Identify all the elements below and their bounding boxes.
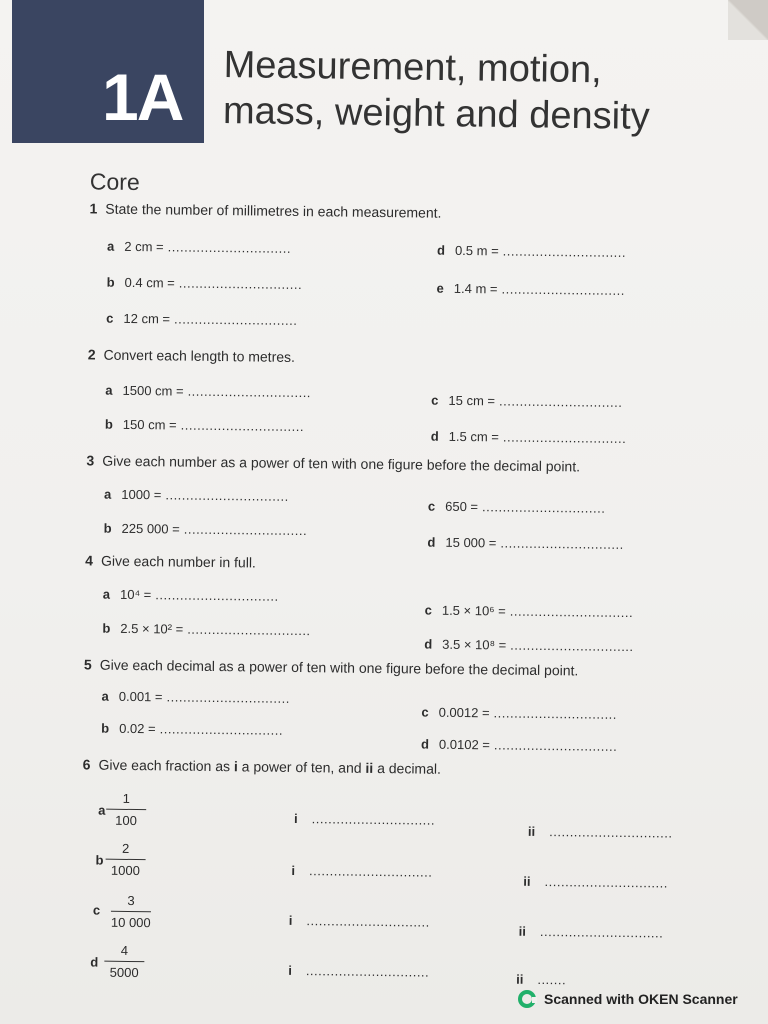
question-6c-answer-i: i .............................. xyxy=(288,912,430,930)
question-1c: c 12 cm = .............................. xyxy=(106,310,298,328)
question-2c: c 15 cm = .............................. xyxy=(431,392,623,410)
question-6b-answer-ii: ii .............................. xyxy=(523,873,669,891)
question-2a: a 1500 cm = .............................. xyxy=(105,382,312,401)
question-1: 1 State the number of millimetres in each measurement. xyxy=(89,200,442,221)
question-2b: b 150 cm = .............................. xyxy=(104,416,305,435)
question-6d-answer-ii: ii ....... xyxy=(516,971,567,988)
question-5b: b 0.02 = .............................. xyxy=(101,720,284,738)
question-6a-fraction: 1 100 xyxy=(104,791,148,829)
chapter-number: 1A xyxy=(102,60,183,134)
question-6b-label: b xyxy=(95,852,104,868)
question-6: 6 Give each fraction as i a power of ten, and ii a decimal. xyxy=(82,756,442,777)
question-4: 4 Give each number in full. xyxy=(85,552,256,571)
question-1a: a 2 cm = .............................. xyxy=(106,238,292,256)
question-6d-fraction: 4 5000 xyxy=(102,943,146,981)
question-6b-answer-i: i .............................. xyxy=(291,862,433,880)
question-5d: d 0.0102 = .............................. xyxy=(420,736,618,754)
question-4a: a 10⁴ = .............................. xyxy=(102,586,279,604)
chapter-title-line-1: Measurement, motion, xyxy=(223,43,602,92)
question-3a: a 1000 = .............................. xyxy=(103,486,289,504)
question-6a-answer-i: i .............................. xyxy=(294,810,436,828)
question-4b: b 2.5 × 10² = .............................. xyxy=(102,620,311,639)
question-6a-label: a xyxy=(98,802,106,818)
question-3b: b 225 000 = .............................. xyxy=(103,520,308,539)
question-4c: c 1.5 × 10⁶ = .............................. xyxy=(424,602,634,621)
question-6c-label: c xyxy=(92,902,101,918)
section-heading: Core xyxy=(89,168,140,196)
question-6d-answer-i: i .............................. xyxy=(288,962,430,980)
scanner-watermark-text: Scanned with OKEN Scanner xyxy=(544,991,738,1007)
question-5c: c 0.0012 = .............................. xyxy=(421,704,618,722)
question-1e: e 1.4 m = .............................. xyxy=(436,280,625,298)
question-6b-fraction: 2 1000 xyxy=(103,841,147,879)
oken-logo-icon xyxy=(518,990,536,1008)
question-6d-label: d xyxy=(90,954,99,970)
chapter-title-line-2: mass, weight and density xyxy=(222,89,650,138)
scanner-watermark xyxy=(518,990,738,1008)
question-2d: d 1.5 cm = .............................. xyxy=(430,428,627,447)
question-1b: b 0.4 cm = .............................. xyxy=(106,274,303,293)
question-5: 5 Give each decimal as a power of ten with one figure before the decimal point. xyxy=(83,656,579,679)
question-2: 2 Convert each length to metres. xyxy=(87,346,296,365)
question-3d: d 15 000 = .............................. xyxy=(427,534,624,552)
question-4d: d 3.5 × 10⁸ = .............................. xyxy=(424,636,634,655)
question-3c: c 650 = .............................. xyxy=(427,498,606,516)
question-6a-answer-ii: ii .............................. xyxy=(527,823,673,841)
question-3: 3 Give each number as a power of ten with one figure before the decimal point. xyxy=(86,452,581,475)
question-6c-answer-ii: ii .............................. xyxy=(518,923,664,941)
question-6c-fraction: 3 10 000 xyxy=(110,892,151,931)
question-5a: a 0.001 = .............................. xyxy=(101,688,291,706)
question-1d: d 0.5 m = .............................. xyxy=(436,242,627,260)
